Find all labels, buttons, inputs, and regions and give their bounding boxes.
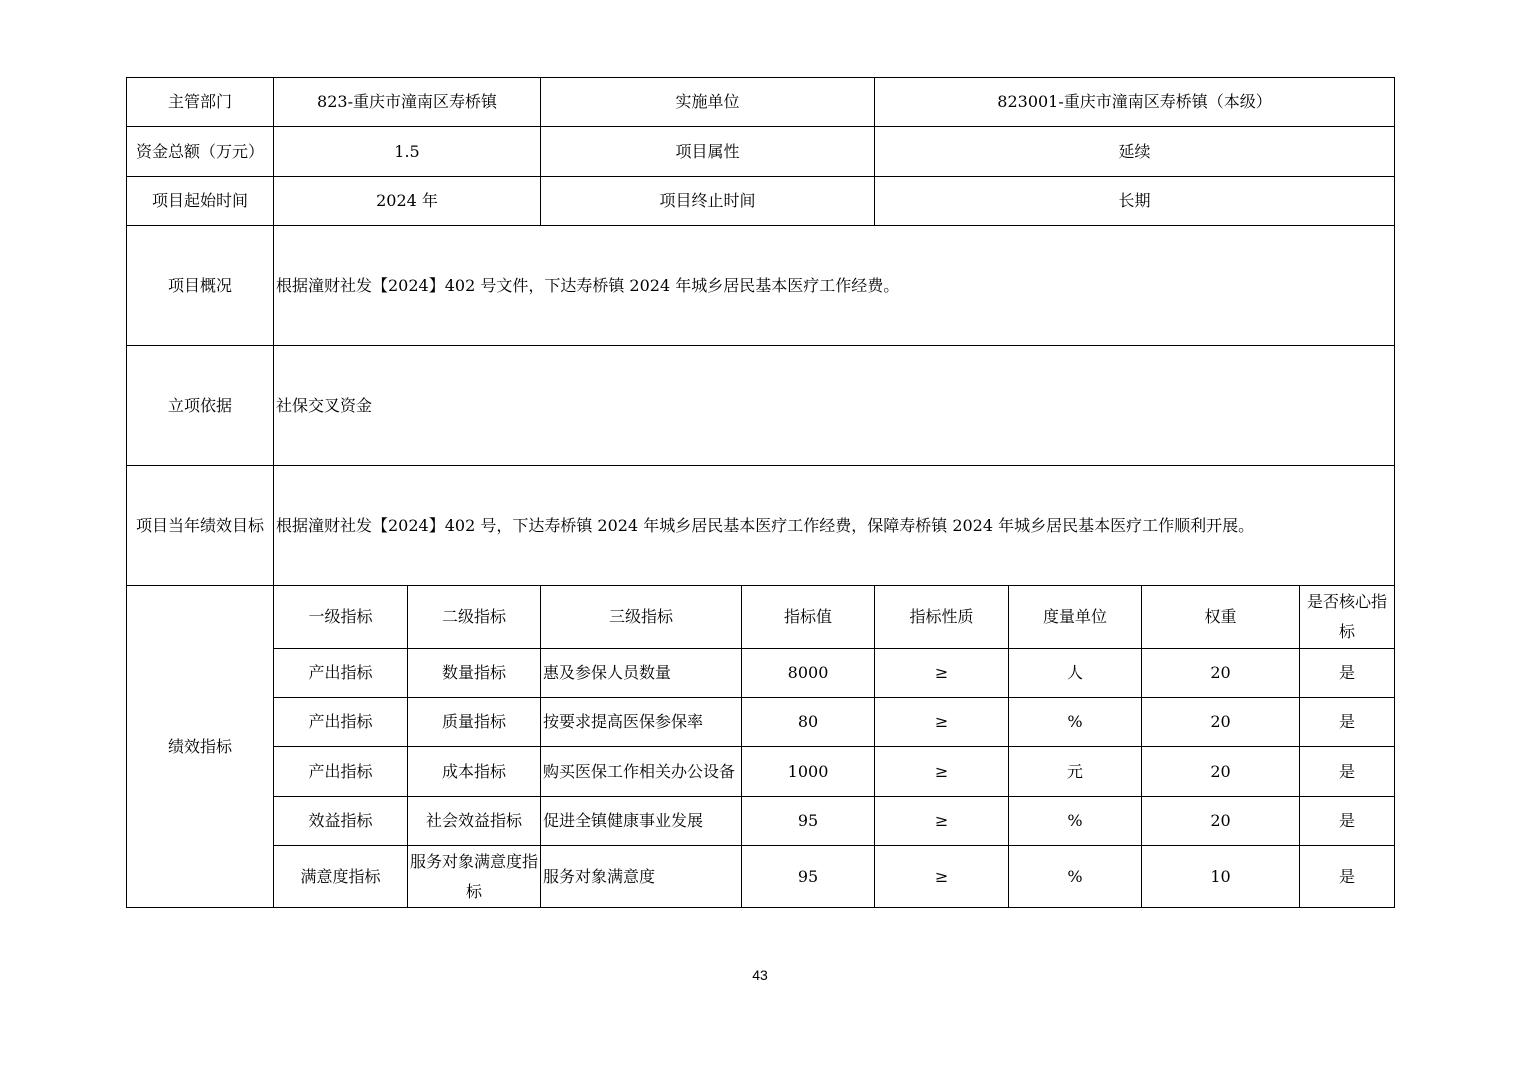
table-cell: 20 [1142,797,1300,846]
field-label: 项目终止时间 [541,177,875,226]
table-cell: 产出指标 [274,698,408,747]
table-cell: 服务对象满意度指标 [408,846,541,908]
table-cell: ≥ [875,797,1009,846]
table-header-cell: 指标性质 [875,586,1009,649]
table-header-cell: 三级指标 [541,586,742,649]
section-label: 项目概况 [127,226,274,346]
table-cell: 是 [1300,698,1395,747]
table-header-cell: 度量单位 [1009,586,1142,649]
field-label: 实施单位 [541,78,875,127]
indicator-row [127,846,1395,908]
table-cell: 是 [1300,797,1395,846]
table-cell: 满意度指标 [274,846,408,908]
field-label: 项目起始时间 [127,177,274,226]
field-value: 823-重庆市潼南区寿桥镇 [274,78,541,127]
table-cell: ≥ [875,846,1009,908]
section-label: 立项依据 [127,346,274,466]
section-row [127,346,1395,466]
table-cell: % [1009,698,1142,747]
table-cell: 20 [1142,649,1300,698]
table-cell: 8000 [742,649,875,698]
indicator-row [127,797,1395,846]
table-cell: 服务对象满意度 [541,846,742,908]
table-cell: ≥ [875,649,1009,698]
table-cell: 是 [1300,649,1395,698]
table-cell: 效益指标 [274,797,408,846]
table-header-cell: 是否核心指标 [1300,586,1395,649]
section-row [127,226,1395,346]
summary-row [127,177,1395,226]
project-performance-table [126,77,1395,908]
table-cell: 95 [742,846,875,908]
table-cell: ≥ [875,747,1009,797]
indicator-header-row [127,586,1395,649]
table-header-cell: 一级指标 [274,586,408,649]
table-cell: 20 [1142,698,1300,747]
summary-row [127,127,1395,177]
table-cell: 按要求提高医保参保率 [541,698,742,747]
field-label: 主管部门 [127,78,274,127]
indicator-row [127,747,1395,797]
table-cell: % [1009,797,1142,846]
indicators-label: 绩效指标 [127,586,274,908]
field-value: 1.5 [274,127,541,177]
field-value: 2024 年 [274,177,541,226]
table-cell: 促进全镇健康事业发展 [541,797,742,846]
field-label: 资金总额（万元） [127,127,274,177]
table-header-cell: 权重 [1142,586,1300,649]
section-text: 根据潼财社发【2024】402 号，下达寿桥镇 2024 年城乡居民基本医疗工作经费，保障寿桥镇 2024 年城乡居民基本医疗工作顺利开展。 [274,466,1395,586]
table-cell: 是 [1300,747,1395,797]
section-label: 项目当年绩效目标 [127,466,274,586]
table-cell: 惠及参保人员数量 [541,649,742,698]
table-cell: 产出指标 [274,747,408,797]
indicator-row [127,649,1395,698]
table-header-cell: 指标值 [742,586,875,649]
page-number: 43 [752,967,768,983]
table-cell: 95 [742,797,875,846]
table-cell: 社会效益指标 [408,797,541,846]
table-cell: 20 [1142,747,1300,797]
table-cell: 数量指标 [408,649,541,698]
table-cell: 产出指标 [274,649,408,698]
table-cell: % [1009,846,1142,908]
field-value: 延续 [875,127,1395,177]
table-cell: 购买医保工作相关办公设备 [541,747,742,797]
table-cell: 80 [742,698,875,747]
table-cell: 1000 [742,747,875,797]
table-cell: 10 [1142,846,1300,908]
indicator-row [127,698,1395,747]
field-label: 项目属性 [541,127,875,177]
table-cell: 元 [1009,747,1142,797]
section-text: 根据潼财社发【2024】402 号文件，下达寿桥镇 2024 年城乡居民基本医疗工作经费。 [274,226,1395,346]
section-row [127,466,1395,586]
summary-row [127,78,1395,127]
table-cell: 质量指标 [408,698,541,747]
table-header-cell: 二级指标 [408,586,541,649]
field-value: 长期 [875,177,1395,226]
table-cell: 是 [1300,846,1395,908]
table-cell: 人 [1009,649,1142,698]
table-cell: 成本指标 [408,747,541,797]
section-text: 社保交叉资金 [274,346,1395,466]
field-value: 823001-重庆市潼南区寿桥镇（本级） [875,78,1395,127]
table-cell: ≥ [875,698,1009,747]
